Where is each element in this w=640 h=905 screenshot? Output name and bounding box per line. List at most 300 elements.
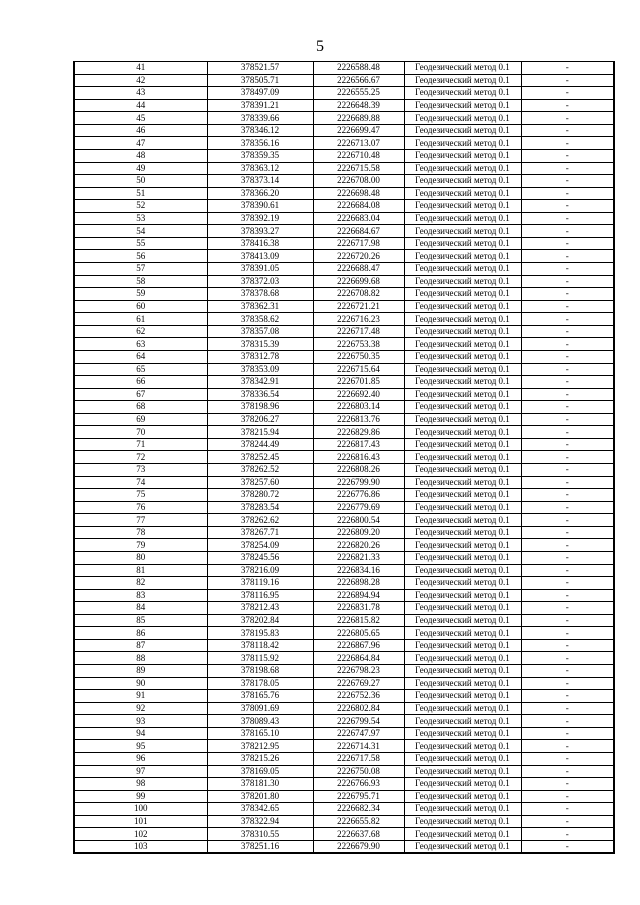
note-cell: - [521, 363, 614, 376]
x-coordinate-cell: 378356.16 [207, 137, 313, 150]
point-number-cell: 101 [74, 815, 207, 828]
method-cell: Геодезический метод 0.1 [404, 74, 521, 87]
x-coordinate-cell: 378254.09 [207, 539, 313, 552]
y-coordinate-cell: 2226714.31 [313, 740, 404, 753]
point-number-cell: 79 [74, 539, 207, 552]
y-coordinate-cell: 2226829.86 [313, 426, 404, 439]
point-number-cell: 94 [74, 727, 207, 740]
y-coordinate-cell: 2226779.69 [313, 501, 404, 514]
method-cell: Геодезический метод 0.1 [404, 840, 521, 853]
method-cell: Геодезический метод 0.1 [404, 99, 521, 112]
note-cell: - [521, 162, 614, 175]
note-cell: - [521, 451, 614, 464]
note-cell: - [521, 99, 614, 112]
method-cell: Геодезический метод 0.1 [404, 752, 521, 765]
point-number-cell: 82 [74, 577, 207, 590]
table-row [74, 87, 614, 100]
note-cell: - [521, 665, 614, 678]
point-number-cell: 68 [74, 401, 207, 414]
y-coordinate-cell: 2226802.84 [313, 702, 404, 715]
note-cell: - [521, 438, 614, 451]
y-coordinate-cell: 2226679.90 [313, 840, 404, 853]
table-row [74, 376, 614, 389]
note-cell: - [521, 237, 614, 250]
note-cell: - [521, 639, 614, 652]
table-row [74, 112, 614, 125]
x-coordinate-cell: 378212.43 [207, 602, 313, 615]
table-row [74, 501, 614, 514]
method-cell: Геодезический метод 0.1 [404, 489, 521, 502]
table-row [74, 187, 614, 200]
y-coordinate-cell: 2226747.97 [313, 727, 404, 740]
point-number-cell: 81 [74, 564, 207, 577]
method-cell: Геодезический метод 0.1 [404, 438, 521, 451]
y-coordinate-cell: 2226808.26 [313, 464, 404, 477]
x-coordinate-cell: 378312.78 [207, 350, 313, 363]
point-number-cell: 66 [74, 376, 207, 389]
x-coordinate-cell: 378416.38 [207, 237, 313, 250]
x-coordinate-cell: 378215.94 [207, 426, 313, 439]
x-coordinate-cell: 378195.83 [207, 627, 313, 640]
method-cell: Геодезический метод 0.1 [404, 401, 521, 414]
point-number-cell: 97 [74, 765, 207, 778]
point-number-cell: 100 [74, 803, 207, 816]
point-number-cell: 72 [74, 451, 207, 464]
note-cell: - [521, 376, 614, 389]
x-coordinate-cell: 378342.65 [207, 803, 313, 816]
method-cell: Геодезический метод 0.1 [404, 639, 521, 652]
point-number-cell: 77 [74, 514, 207, 527]
x-coordinate-cell: 378212.95 [207, 740, 313, 753]
note-cell: - [521, 702, 614, 715]
table-row [74, 765, 614, 778]
y-coordinate-cell: 2226566.67 [313, 74, 404, 87]
point-number-cell: 78 [74, 526, 207, 539]
method-cell: Геодезический метод 0.1 [404, 162, 521, 175]
point-number-cell: 67 [74, 388, 207, 401]
table-row [74, 438, 614, 451]
x-coordinate-cell: 378091.69 [207, 702, 313, 715]
point-number-cell: 103 [74, 840, 207, 853]
table-row [74, 325, 614, 338]
note-cell: - [521, 740, 614, 753]
method-cell: Геодезический метод 0.1 [404, 112, 521, 125]
point-number-cell: 75 [74, 489, 207, 502]
y-coordinate-cell: 2226648.39 [313, 99, 404, 112]
table-row [74, 476, 614, 489]
table-row [74, 514, 614, 527]
point-number-cell: 80 [74, 551, 207, 564]
point-number-cell: 43 [74, 87, 207, 100]
y-coordinate-cell: 2226698.48 [313, 187, 404, 200]
table-row [74, 237, 614, 250]
x-coordinate-cell: 378391.21 [207, 99, 313, 112]
y-coordinate-cell: 2226867.96 [313, 639, 404, 652]
table-row [74, 338, 614, 351]
y-coordinate-cell: 2226717.48 [313, 325, 404, 338]
x-coordinate-cell: 378165.76 [207, 690, 313, 703]
method-cell: Геодезический метод 0.1 [404, 237, 521, 250]
y-coordinate-cell: 2226717.98 [313, 237, 404, 250]
point-number-cell: 102 [74, 828, 207, 841]
note-cell: - [521, 564, 614, 577]
y-coordinate-cell: 2226831.78 [313, 602, 404, 615]
method-cell: Геодезический метод 0.1 [404, 350, 521, 363]
note-cell: - [521, 426, 614, 439]
method-cell: Геодезический метод 0.1 [404, 740, 521, 753]
point-number-cell: 74 [74, 476, 207, 489]
note-cell: - [521, 149, 614, 162]
note-cell: - [521, 187, 614, 200]
y-coordinate-cell: 2226805.65 [313, 627, 404, 640]
x-coordinate-cell: 378393.27 [207, 225, 313, 238]
table-row [74, 740, 614, 753]
y-coordinate-cell: 2226820.26 [313, 539, 404, 552]
method-cell: Геодезический метод 0.1 [404, 451, 521, 464]
method-cell: Геодезический метод 0.1 [404, 388, 521, 401]
note-cell: - [521, 325, 614, 338]
table-row [74, 702, 614, 715]
x-coordinate-cell: 378378.68 [207, 288, 313, 301]
y-coordinate-cell: 2226682.34 [313, 803, 404, 816]
point-number-cell: 69 [74, 413, 207, 426]
y-coordinate-cell: 2226708.82 [313, 288, 404, 301]
table-row [74, 614, 614, 627]
note-cell: - [521, 614, 614, 627]
method-cell: Геодезический метод 0.1 [404, 338, 521, 351]
method-cell: Геодезический метод 0.1 [404, 426, 521, 439]
x-coordinate-cell: 378202.84 [207, 614, 313, 627]
table-row [74, 162, 614, 175]
point-number-cell: 85 [74, 614, 207, 627]
y-coordinate-cell: 2226750.08 [313, 765, 404, 778]
method-cell: Геодезический метод 0.1 [404, 715, 521, 728]
y-coordinate-cell: 2226799.54 [313, 715, 404, 728]
y-coordinate-cell: 2226795.71 [313, 790, 404, 803]
y-coordinate-cell: 2226710.48 [313, 149, 404, 162]
x-coordinate-cell: 378392.19 [207, 212, 313, 225]
table-row [74, 413, 614, 426]
point-number-cell: 58 [74, 275, 207, 288]
x-coordinate-cell: 378373.14 [207, 175, 313, 188]
point-number-cell: 95 [74, 740, 207, 753]
point-number-cell: 86 [74, 627, 207, 640]
x-coordinate-cell: 378359.35 [207, 149, 313, 162]
y-coordinate-cell: 2226769.27 [313, 677, 404, 690]
y-coordinate-cell: 2226776.86 [313, 489, 404, 502]
y-coordinate-cell: 2226683.04 [313, 212, 404, 225]
point-number-cell: 73 [74, 464, 207, 477]
note-cell: - [521, 250, 614, 263]
note-cell: - [521, 338, 614, 351]
point-number-cell: 63 [74, 338, 207, 351]
x-coordinate-cell: 378267.71 [207, 526, 313, 539]
note-cell: - [521, 677, 614, 690]
table-row [74, 790, 614, 803]
table-row [74, 828, 614, 841]
table-row [74, 175, 614, 188]
table-row [74, 564, 614, 577]
y-coordinate-cell: 2226684.08 [313, 200, 404, 213]
method-cell: Геодезический метод 0.1 [404, 149, 521, 162]
x-coordinate-cell: 378497.09 [207, 87, 313, 100]
table-row [74, 74, 614, 87]
method-cell: Геодезический метод 0.1 [404, 263, 521, 276]
point-number-cell: 53 [74, 212, 207, 225]
note-cell: - [521, 727, 614, 740]
point-number-cell: 54 [74, 225, 207, 238]
point-number-cell: 98 [74, 778, 207, 791]
method-cell: Геодезический метод 0.1 [404, 313, 521, 326]
y-coordinate-cell: 2226766.93 [313, 778, 404, 791]
note-cell: - [521, 476, 614, 489]
table-row [74, 627, 614, 640]
point-number-cell: 99 [74, 790, 207, 803]
table-row [74, 652, 614, 665]
note-cell: - [521, 62, 614, 75]
y-coordinate-cell: 2226894.94 [313, 589, 404, 602]
method-cell: Геодезический метод 0.1 [404, 778, 521, 791]
table-row [74, 313, 614, 326]
x-coordinate-cell: 378391.05 [207, 263, 313, 276]
note-cell: - [521, 175, 614, 188]
x-coordinate-cell: 378118.42 [207, 639, 313, 652]
y-coordinate-cell: 2226799.90 [313, 476, 404, 489]
method-cell: Геодезический метод 0.1 [404, 288, 521, 301]
note-cell: - [521, 300, 614, 313]
note-cell: - [521, 828, 614, 841]
table-row [74, 489, 614, 502]
x-coordinate-cell: 378198.96 [207, 401, 313, 414]
x-coordinate-cell: 378357.08 [207, 325, 313, 338]
method-cell: Геодезический метод 0.1 [404, 225, 521, 238]
x-coordinate-cell: 378169.05 [207, 765, 313, 778]
method-cell: Геодезический метод 0.1 [404, 175, 521, 188]
point-number-cell: 45 [74, 112, 207, 125]
x-coordinate-cell: 378342.91 [207, 376, 313, 389]
x-coordinate-cell: 378366.20 [207, 187, 313, 200]
y-coordinate-cell: 2226715.58 [313, 162, 404, 175]
point-number-cell: 51 [74, 187, 207, 200]
note-cell: - [521, 200, 614, 213]
table-row [74, 363, 614, 376]
method-cell: Геодезический метод 0.1 [404, 627, 521, 640]
x-coordinate-cell: 378119.16 [207, 577, 313, 590]
note-cell: - [521, 350, 614, 363]
x-coordinate-cell: 378372.03 [207, 275, 313, 288]
x-coordinate-cell: 378413.09 [207, 250, 313, 263]
x-coordinate-cell: 378339.66 [207, 112, 313, 125]
point-number-cell: 52 [74, 200, 207, 213]
method-cell: Геодезический метод 0.1 [404, 690, 521, 703]
note-cell: - [521, 388, 614, 401]
table-row [74, 300, 614, 313]
note-cell: - [521, 137, 614, 150]
y-coordinate-cell: 2226655.82 [313, 815, 404, 828]
note-cell: - [521, 112, 614, 125]
note-cell: - [521, 577, 614, 590]
x-coordinate-cell: 378358.62 [207, 313, 313, 326]
x-coordinate-cell: 378244.49 [207, 438, 313, 451]
point-number-cell: 61 [74, 313, 207, 326]
point-number-cell: 57 [74, 263, 207, 276]
note-cell: - [521, 715, 614, 728]
x-coordinate-cell: 378315.39 [207, 338, 313, 351]
note-cell: - [521, 526, 614, 539]
note-cell: - [521, 803, 614, 816]
y-coordinate-cell: 2226588.48 [313, 62, 404, 75]
x-coordinate-cell: 378346.12 [207, 124, 313, 137]
y-coordinate-cell: 2226800.54 [313, 514, 404, 527]
table-row [74, 426, 614, 439]
x-coordinate-cell: 378165.10 [207, 727, 313, 740]
y-coordinate-cell: 2226699.47 [313, 124, 404, 137]
y-coordinate-cell: 2226555.25 [313, 87, 404, 100]
y-coordinate-cell: 2226716.23 [313, 313, 404, 326]
point-number-cell: 70 [74, 426, 207, 439]
x-coordinate-cell: 378262.62 [207, 514, 313, 527]
point-number-cell: 65 [74, 363, 207, 376]
method-cell: Геодезический метод 0.1 [404, 124, 521, 137]
point-number-cell: 47 [74, 137, 207, 150]
table-row [74, 778, 614, 791]
point-number-cell: 84 [74, 602, 207, 615]
table-row [74, 551, 614, 564]
x-coordinate-cell: 378262.52 [207, 464, 313, 477]
method-cell: Геодезический метод 0.1 [404, 250, 521, 263]
x-coordinate-cell: 378390.61 [207, 200, 313, 213]
note-cell: - [521, 514, 614, 527]
x-coordinate-cell: 378178.05 [207, 677, 313, 690]
y-coordinate-cell: 2226721.21 [313, 300, 404, 313]
table-row [74, 715, 614, 728]
method-cell: Геодезический метод 0.1 [404, 300, 521, 313]
method-cell: Геодезический метод 0.1 [404, 602, 521, 615]
x-coordinate-cell: 378216.09 [207, 564, 313, 577]
note-cell: - [521, 489, 614, 502]
table-row [74, 577, 614, 590]
y-coordinate-cell: 2226713.07 [313, 137, 404, 150]
method-cell: Геодезический метод 0.1 [404, 727, 521, 740]
method-cell: Геодезический метод 0.1 [404, 589, 521, 602]
note-cell: - [521, 815, 614, 828]
point-number-cell: 88 [74, 652, 207, 665]
x-coordinate-cell: 378280.72 [207, 489, 313, 502]
method-cell: Геодезический метод 0.1 [404, 577, 521, 590]
method-cell: Геодезический метод 0.1 [404, 501, 521, 514]
note-cell: - [521, 602, 614, 615]
method-cell: Геодезический метод 0.1 [404, 652, 521, 665]
point-number-cell: 48 [74, 149, 207, 162]
table-row [74, 350, 614, 363]
y-coordinate-cell: 2226816.43 [313, 451, 404, 464]
y-coordinate-cell: 2226708.00 [313, 175, 404, 188]
method-cell: Геодезический метод 0.1 [404, 87, 521, 100]
y-coordinate-cell: 2226720.26 [313, 250, 404, 263]
note-cell: - [521, 539, 614, 552]
point-number-cell: 59 [74, 288, 207, 301]
note-cell: - [521, 212, 614, 225]
coordinates-table-body [74, 62, 614, 854]
table-row [74, 665, 614, 678]
point-number-cell: 64 [74, 350, 207, 363]
y-coordinate-cell: 2226637.68 [313, 828, 404, 841]
table-row [74, 124, 614, 137]
method-cell: Геодезический метод 0.1 [404, 677, 521, 690]
x-coordinate-cell: 378336.54 [207, 388, 313, 401]
method-cell: Геодезический метод 0.1 [404, 665, 521, 678]
note-cell: - [521, 752, 614, 765]
y-coordinate-cell: 2226752.36 [313, 690, 404, 703]
point-number-cell: 55 [74, 237, 207, 250]
table-row [74, 388, 614, 401]
point-number-cell: 83 [74, 589, 207, 602]
y-coordinate-cell: 2226898.28 [313, 577, 404, 590]
method-cell: Геодезический метод 0.1 [404, 551, 521, 564]
y-coordinate-cell: 2226817.43 [313, 438, 404, 451]
y-coordinate-cell: 2226688.47 [313, 263, 404, 276]
table-row [74, 62, 614, 75]
point-number-cell: 87 [74, 639, 207, 652]
point-number-cell: 46 [74, 124, 207, 137]
y-coordinate-cell: 2226750.35 [313, 350, 404, 363]
table-row [74, 149, 614, 162]
table-row [74, 602, 614, 615]
note-cell: - [521, 263, 614, 276]
table-row [74, 212, 614, 225]
point-number-cell: 96 [74, 752, 207, 765]
y-coordinate-cell: 2226692.40 [313, 388, 404, 401]
y-coordinate-cell: 2226753.38 [313, 338, 404, 351]
method-cell: Геодезический метод 0.1 [404, 62, 521, 75]
x-coordinate-cell: 378310.55 [207, 828, 313, 841]
note-cell: - [521, 589, 614, 602]
y-coordinate-cell: 2226689.88 [313, 112, 404, 125]
y-coordinate-cell: 2226684.67 [313, 225, 404, 238]
x-coordinate-cell: 378089.43 [207, 715, 313, 728]
point-number-cell: 44 [74, 99, 207, 112]
note-cell: - [521, 225, 614, 238]
y-coordinate-cell: 2226701.85 [313, 376, 404, 389]
method-cell: Геодезический метод 0.1 [404, 200, 521, 213]
method-cell: Геодезический метод 0.1 [404, 514, 521, 527]
note-cell: - [521, 124, 614, 137]
x-coordinate-cell: 378198.68 [207, 665, 313, 678]
point-number-cell: 60 [74, 300, 207, 313]
point-number-cell: 49 [74, 162, 207, 175]
y-coordinate-cell: 2226834.16 [313, 564, 404, 577]
method-cell: Геодезический метод 0.1 [404, 765, 521, 778]
note-cell: - [521, 413, 614, 426]
point-number-cell: 62 [74, 325, 207, 338]
table-row [74, 752, 614, 765]
table-row [74, 526, 614, 539]
x-coordinate-cell: 378521.57 [207, 62, 313, 75]
table-row [74, 401, 614, 414]
table-row [74, 464, 614, 477]
table-row [74, 99, 614, 112]
point-number-cell: 41 [74, 62, 207, 75]
y-coordinate-cell: 2226821.33 [313, 551, 404, 564]
table-row [74, 275, 614, 288]
note-cell: - [521, 464, 614, 477]
table-row [74, 263, 614, 276]
method-cell: Геодезический метод 0.1 [404, 828, 521, 841]
y-coordinate-cell: 2226717.58 [313, 752, 404, 765]
table-row [74, 815, 614, 828]
note-cell: - [521, 790, 614, 803]
method-cell: Геодезический метод 0.1 [404, 187, 521, 200]
